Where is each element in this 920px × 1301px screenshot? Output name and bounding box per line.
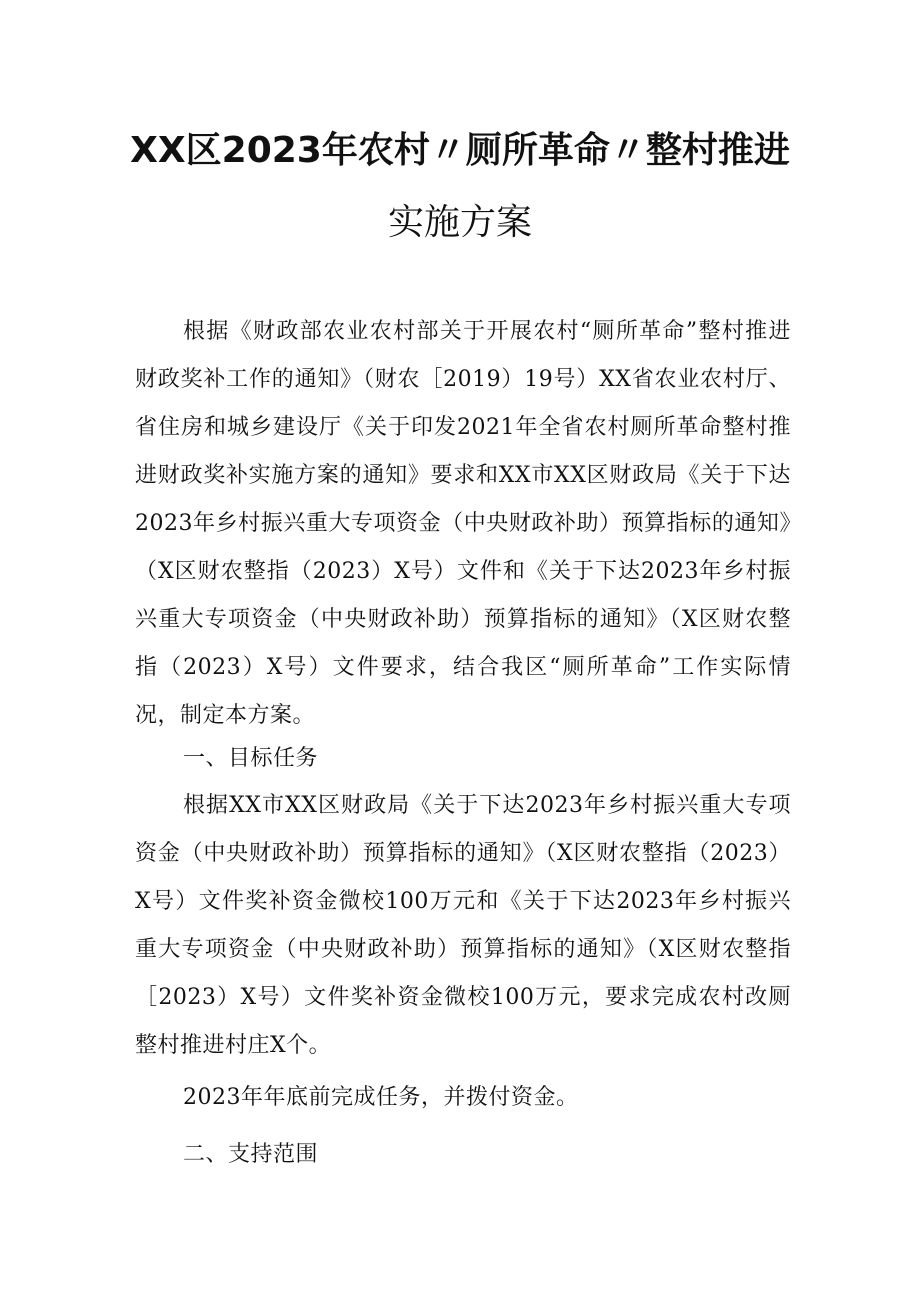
document-title-line2: 实施方案 <box>387 202 532 243</box>
document-title-line1: XX区2023年农村〃厕所革命〃整村推进 <box>130 130 790 171</box>
section-heading-scope: 二、支持范围 <box>183 1142 319 1167</box>
section-heading-goals: 一、目标任务 <box>183 746 319 771</box>
paragraph-intro: 根据《财政部农业农村部关于开展农村“厕所革命”整村推进财政奖补工作的通知》（财农［2019）19号）XX省农业农村厅、省住房和城乡建设厅《关于印发2021年全省农村厕所革命整村推进财政奖补实施方案的通知》要求和XX市XX区财政局《关于下达2023年乡村振兴重大专项资金（中央财政补助）预算指标的通知》（X区财农整指（2023）X号）文件和《关于下达2023年乡村振兴重大专项资金（中央财政补助）预算指标的通知》（X区财农整指（2023）X号）文件要求，结合我区“厕所革命”工作实际情况，制定本方案。 <box>135 319 791 728</box>
paragraph-goals: 根据XX市XX区财政局《关于下达2023年乡村振兴重大专项资金（中央财政补助）预算指标的通知》（X区财农整指（2023）X号）文件奖补资金微校100万元和《关于下达2023年乡村振兴重大专项资金（中央财政补助）预算指标的通知》（X区财农整指［2023）X号）文件奖补资金微校100万元，要求完成农村改厕整村推进村庄X个。 <box>135 793 791 1058</box>
paragraph-deadline: 2023年年底前完成任务，并拨付资金。 <box>183 1085 579 1110</box>
